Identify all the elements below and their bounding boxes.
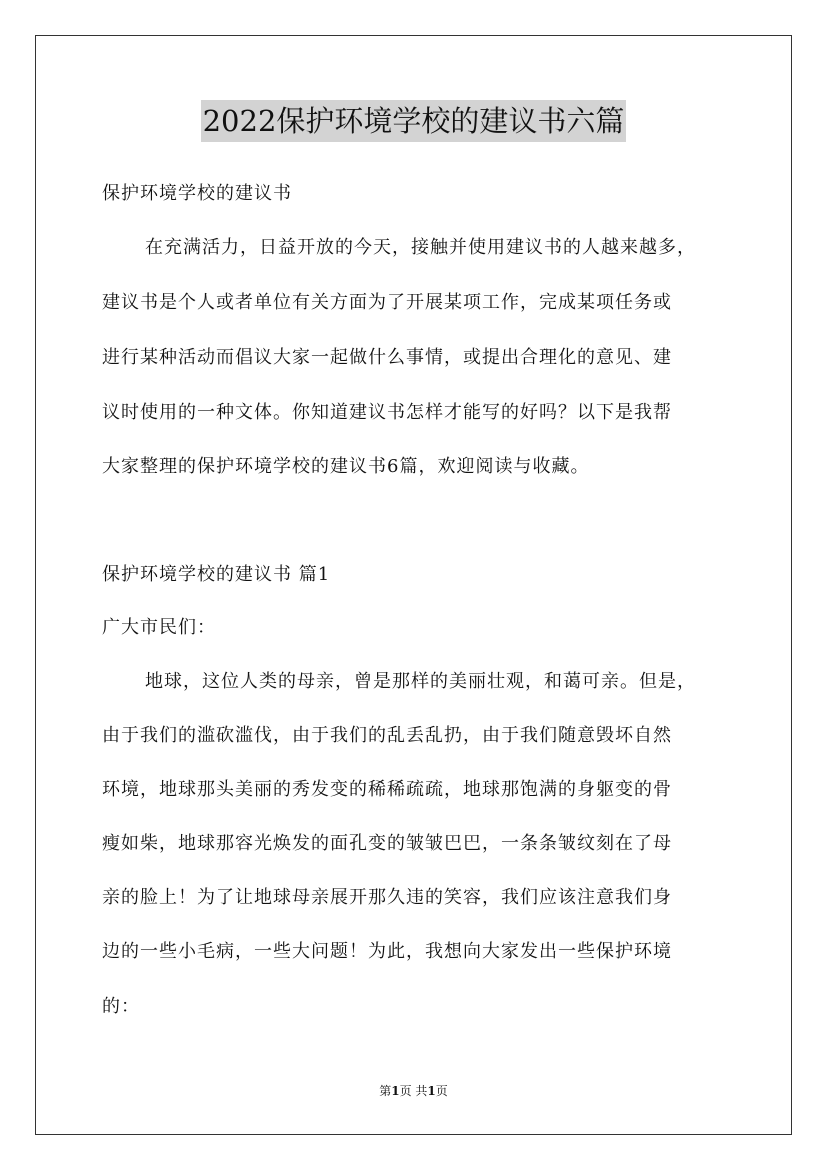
footer-prefix: 第 (379, 1084, 392, 1098)
paragraph-line: 由于我们的滥砍滥伐，由于我们的乱丢乱扔，由于我们随意毁坏自然 (102, 725, 672, 746)
paragraph-line: 边的一些小毛病，一些大问题！为此，我想向大家发出一些保护环境 (102, 941, 672, 962)
total-page-number: 1 (427, 1084, 436, 1098)
paragraph-line: 进行某种活动而倡议大家一起做什么事情，或提出合理化的意见、建 (102, 347, 672, 368)
paragraph-line: 地球，这位人类的母亲，曾是那样的美丽壮观，和蔼可亲。但是， (145, 671, 696, 692)
paragraph-line: 环境，地球那头美丽的秀发变的稀稀疏疏，地球那饱满的身躯变的骨 (102, 779, 672, 800)
heading-1: 保护环境学校的建议书 (102, 183, 292, 204)
footer-suffix: 页 (435, 1084, 448, 1098)
paragraph-line: 议时使用的一种文体。你知道建议书怎样才能写的好吗？以下是我帮 (102, 402, 672, 423)
paragraph-line: 亲的脸上！为了让地球母亲展开那久违的笑容，我们应该注意我们身 (102, 887, 672, 908)
paragraph-line: 的： (102, 996, 140, 1017)
document-title: 2022保护环境学校的建议书六篇 (201, 100, 627, 142)
salutation: 广大市民们： (102, 617, 216, 638)
paragraph-line: 大家整理的保护环境学校的建议书6篇，欢迎阅读与收藏。 (102, 456, 590, 477)
current-page-number: 1 (391, 1084, 400, 1098)
paragraph-line: 瘦如柴，地球那容光焕发的面孔变的皱皱巴巴，一条条皱纹刻在了母 (102, 833, 672, 854)
paragraph-line: 建议书是个人或者单位有关方面为了开展某项工作，完成某项任务或 (102, 292, 672, 313)
footer-middle: 页 共 (399, 1084, 428, 1098)
paragraph-line: 在充满活力，日益开放的今天，接触并使用建议书的人越来越多， (145, 237, 696, 258)
page-footer (0, 1083, 827, 1099)
title-container (0, 100, 827, 142)
section-heading: 保护环境学校的建议书 篇1 (102, 564, 331, 585)
